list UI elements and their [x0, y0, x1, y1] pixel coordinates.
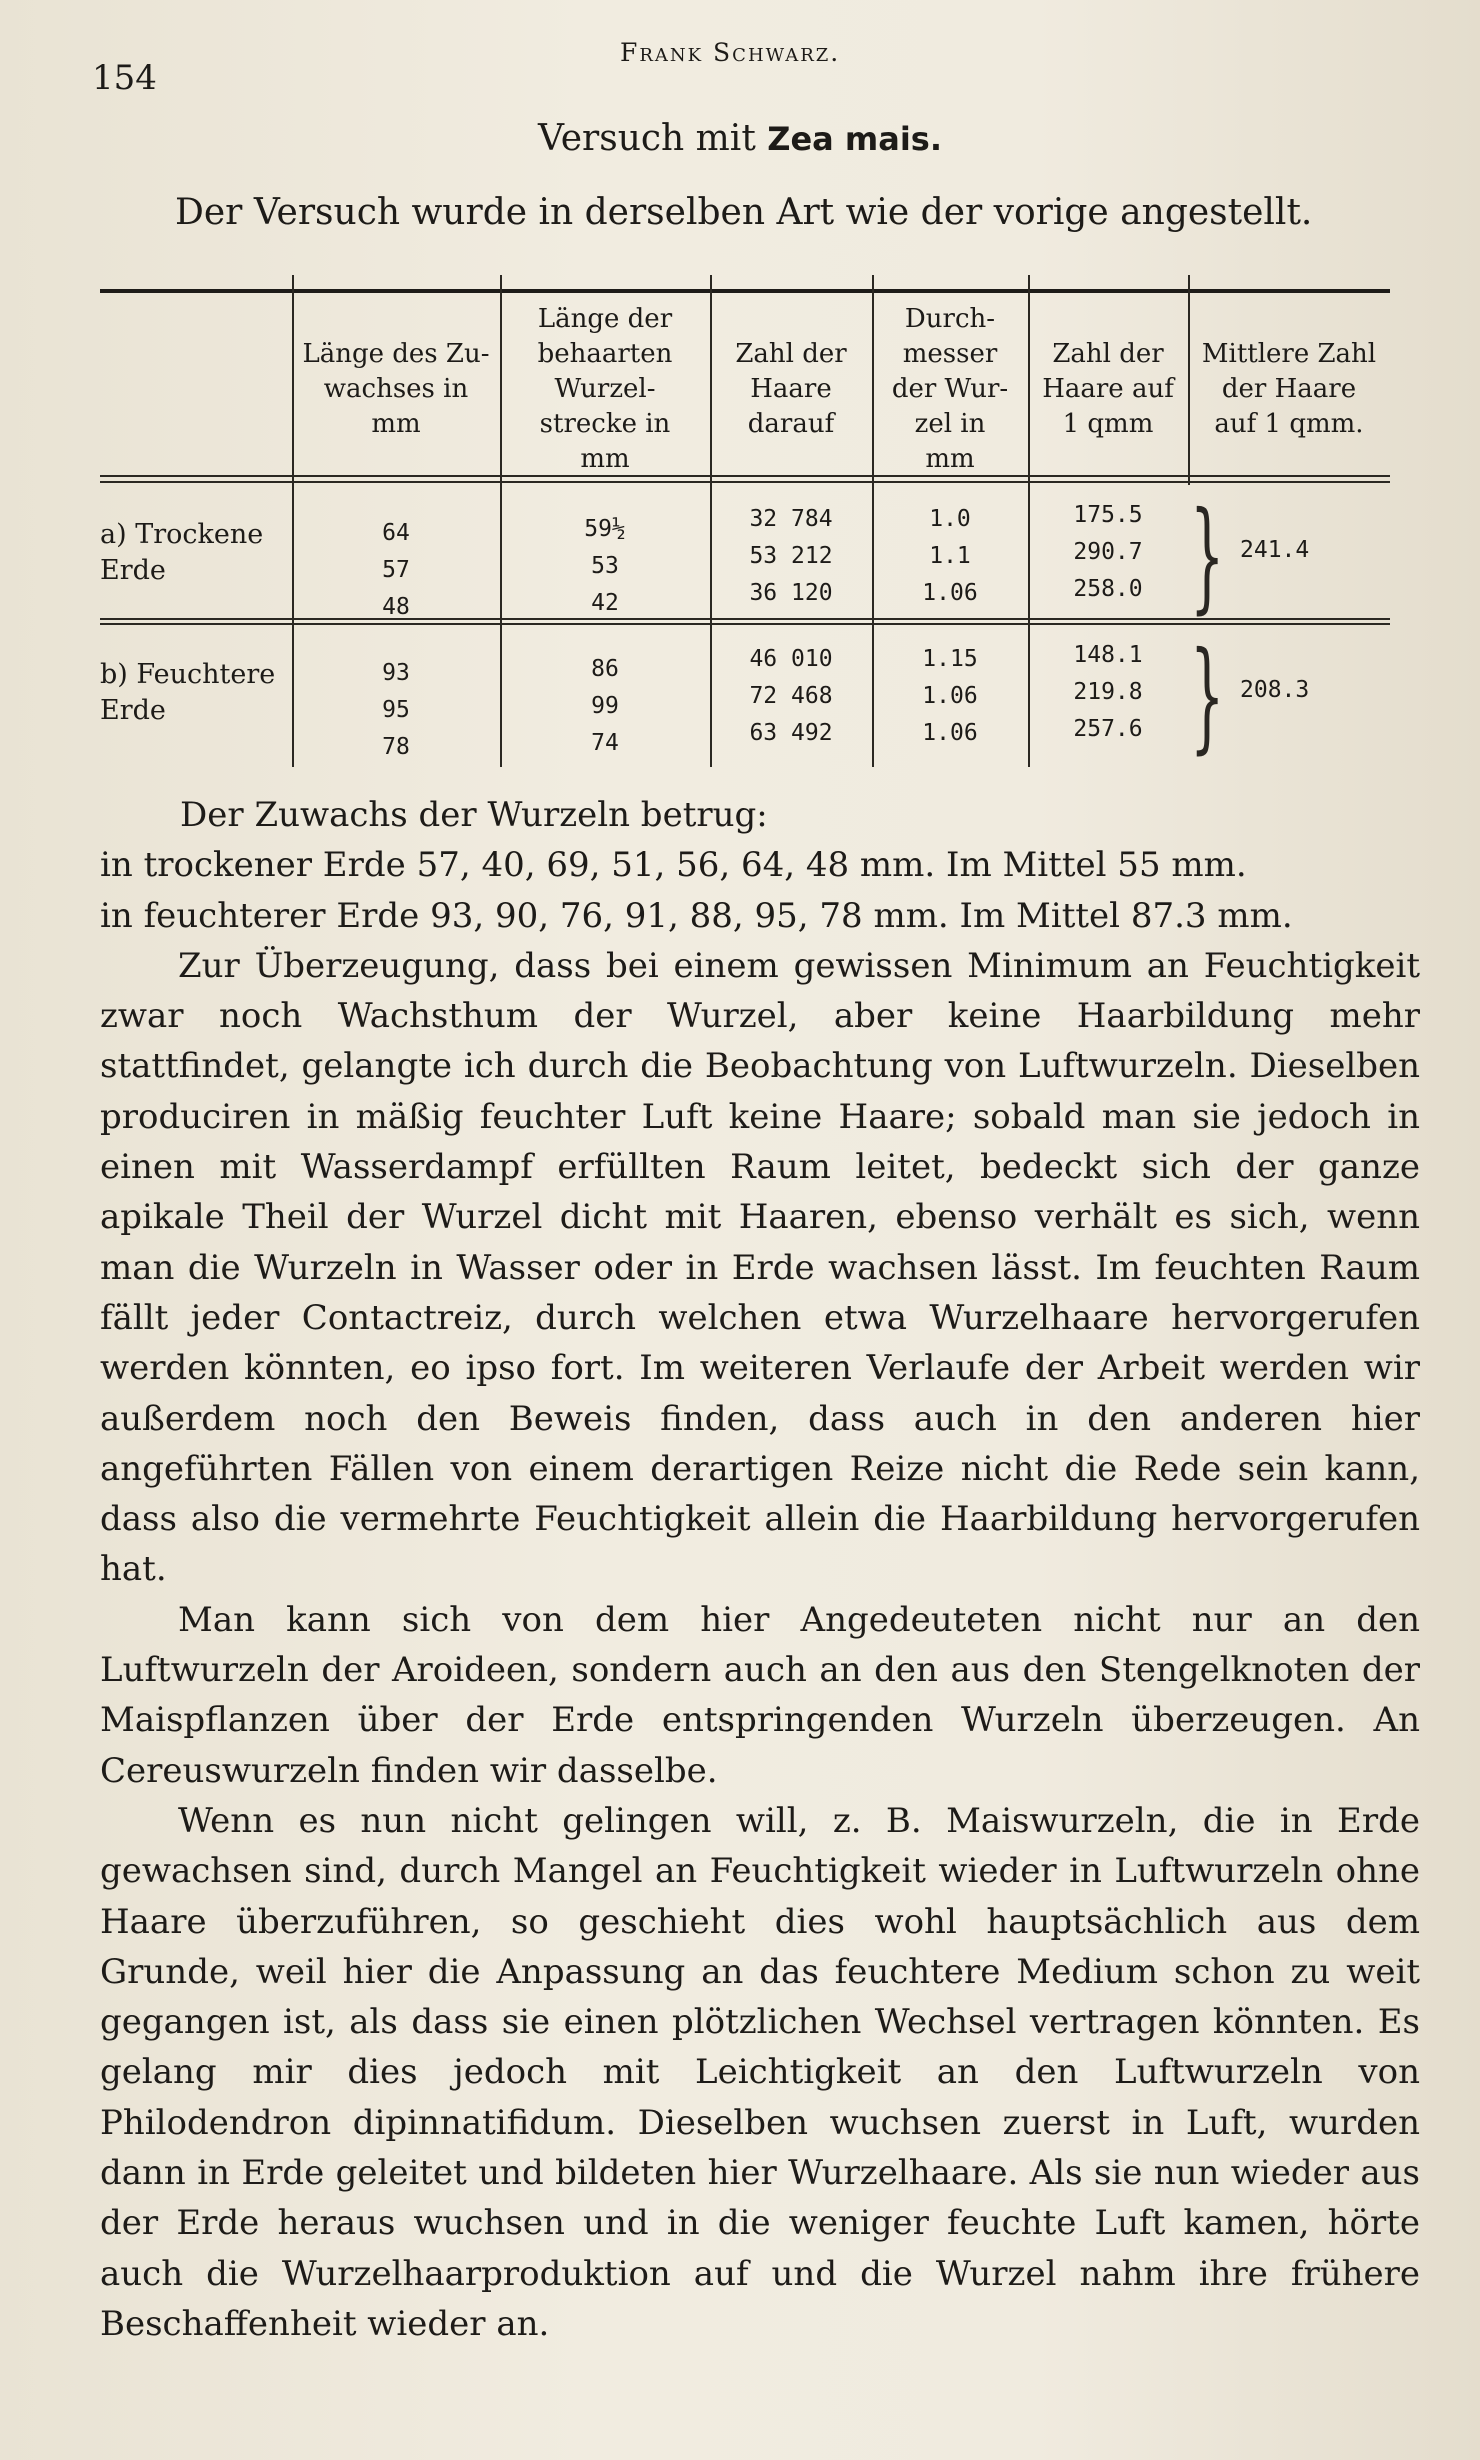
paragraph: Zur Überzeugung, dass bei einem gewissen Minimum an Feuchtigkeit zwar noch Wachsthum der Wurzel, aber keine Haarbildung mehr stattfindet, gelangte ich durch die Beobachtung von Luftwurzeln. Dieselben produciren in mäßig feuchter Luft keine Haare; sobald man sie jedoch in einen mit Wasserdampf erfüllten Raum leitet, bedeckt sich der ganze apikale Theil der Wurzel dicht mit Haaren, ebenso verhält es sich, wenn man die Wurzeln in Wasser oder in Erde wachsen lässt. Im feuchten Raum fällt jeder Contactreiz, durch welchen etwa Wurzelhaare hervorgerufen werden könnten, eo ipso fort. Im weiteren Verlaufe der Arbeit werden wir außerdem noch den Beweis finden, dass auch in den anderen hier angeführten Fällen von einem derartigen Reize nicht die Rede sein kann, dass also die vermehrte Feuchtigkeit allein die Haarbildung hervorgerufen hat.	[100, 945, 1420, 1590]
header-behaarte-strecke: Länge der behaarten Wurzel- strecke in mm	[537, 303, 673, 474]
body-text	[100, 790, 1420, 2349]
section-heading	[0, 118, 1480, 159]
header-zuwachs: Länge des Zu- wachses in mm	[302, 338, 490, 439]
group-b-brace: }	[1190, 627, 1225, 766]
paragraph: Wenn es nun nicht gelingen will, z. B. Maiswurzeln, die in Erde gewachsen sind, durch Mangel an Feuchtigkeit wieder in Luftwurzeln ohne Haare überzuführen, so geschieht dies wohl hauptsächlich aus dem Grunde, weil hier die Anpassung an das feuchtere Medium schon zu weit gegangen ist, als dass sie einen plötzlichen Wechsel vertragen könnten. Es gelang mir dies jedoch mit Leichtigkeit an den Luftwurzeln von Philodendron dipinnatifidum. Dieselben wuchsen zuerst in Luft, wurden dann in Erde geleitet und bildeten hier Wurzelhaare. Als sie nun wieder aus der Erde heraus wuchsen und in die weniger feuchte Luft kamen, hörte auch die Wurzelhaarproduktion auf und die Wurzel nahm ihre frühere Beschaffenheit wieder an.	[100, 1800, 1420, 2344]
group-a-zuwachs: 64 57 48	[382, 520, 410, 620]
heading-prefix: Versuch mit	[538, 118, 768, 159]
page-number: 154	[92, 58, 157, 98]
group-b-haare-qmm: 148.1 219.8 257.6	[1073, 642, 1143, 742]
group-a-durchmesser: 1.0 1.1 1.06	[922, 506, 978, 606]
group-b-behaart: 86 99 74	[591, 656, 619, 756]
group-b-haare: 46 010 72 468 63 492	[749, 646, 833, 746]
header-durchmesser: Durch- messer der Wur- zel in mm	[891, 303, 1009, 474]
group-a-haare: 32 784 53 212 36 120	[749, 506, 833, 606]
intro-sentence: Der Versuch wurde in derselben Art wie der vorige angestellt.	[175, 192, 1313, 233]
group-a-brace: }	[1190, 487, 1225, 626]
group-a-haare-qmm: 175.5 290.7 258.0	[1073, 502, 1143, 602]
group-b-label: b) Feuchtere Erde	[100, 659, 276, 726]
paragraph: Man kann sich von dem hier Angedeuteten nicht nur an den Luftwurzeln der Aroideen, sondern auch an den aus den Stengelknoten der Maispflanzen über der Erde entspringenden Wurzeln überzeugen. An Cereuswurzeln finden wir dasselbe.	[100, 1599, 1420, 1791]
group-a-label: a) Trockene Erde	[100, 519, 264, 586]
paragraph: Der Zuwachs der Wurzeln betrug:	[180, 795, 768, 835]
header-haare-qmm: Zahl der Haare auf 1 qmm	[1042, 338, 1174, 439]
group-b-mittel: 208.3	[1240, 677, 1310, 703]
heading-species: Zea mais.	[767, 120, 942, 158]
group-a-mittel: 241.4	[1240, 537, 1310, 563]
header-zahl-haare: Zahl der Haare darauf	[735, 338, 847, 439]
group-a-behaart: 59½ 53 42	[584, 516, 626, 616]
group-b-zuwachs: 93 95 78	[382, 660, 410, 760]
group-b-durchmesser: 1.15 1.06 1.06	[922, 646, 978, 746]
header-mittlere-zahl: Mittlere Zahl der Haare auf 1 qmm.	[1201, 338, 1377, 439]
paragraph: in trockener Erde 57, 40, 69, 51, 56, 64, 48 mm. Im Mittel 55 mm.	[100, 845, 1247, 886]
running-head: Frank Schwarz.	[620, 38, 841, 67]
data-table	[100, 275, 1390, 765]
paragraph: in feuchterer Erde 93, 90, 76, 91, 88, 95, 78 mm. Im Mittel 87.3 mm.	[100, 895, 1293, 936]
